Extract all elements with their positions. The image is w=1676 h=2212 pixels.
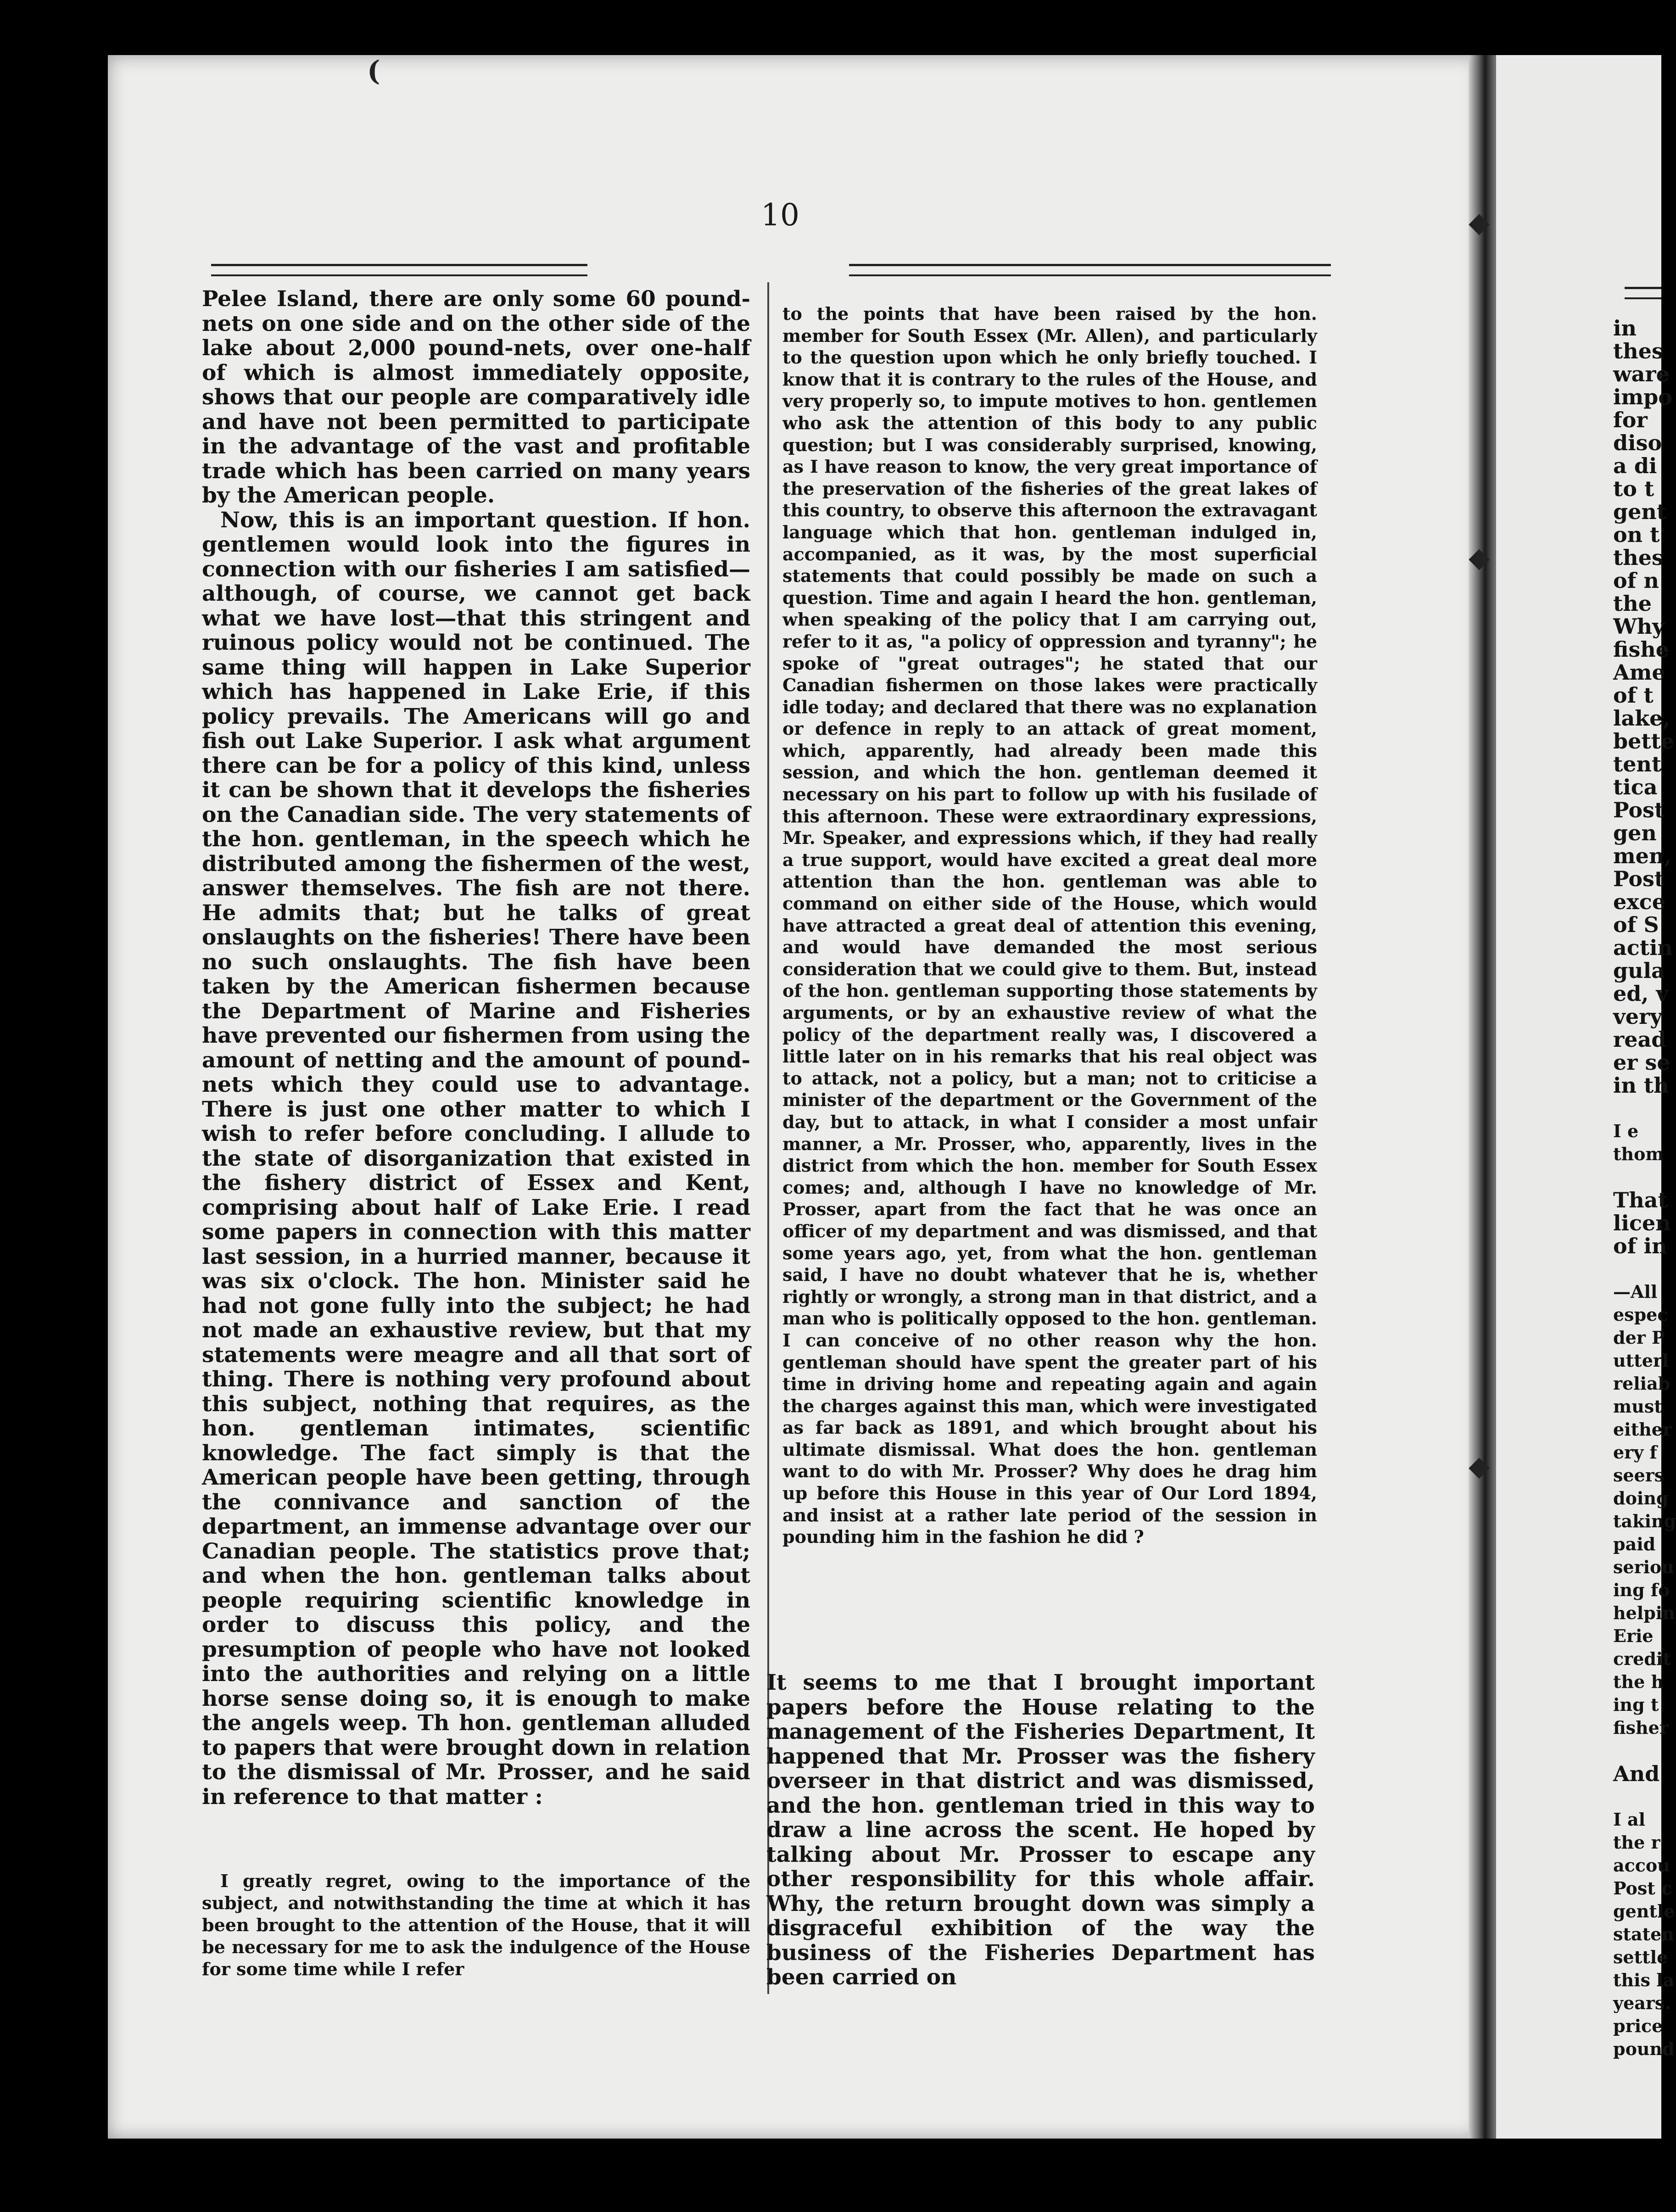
facing-page-line: espec [1613, 1304, 1668, 1325]
facing-page-line: the r [1613, 1832, 1660, 1853]
facing-page-line: Ame [1613, 660, 1665, 685]
facing-page-line: of S [1613, 912, 1659, 937]
facing-page-text [1613, 316, 1676, 2061]
facing-page-line: ing fo [1613, 1580, 1670, 1600]
binding-mark: ◆ [1469, 1450, 1490, 1482]
facing-page-rule [1625, 287, 1661, 299]
facing-page-line: fisher [1613, 1717, 1669, 1738]
facing-page-line: gentle [1613, 1901, 1675, 1922]
facing-page-line: Why [1613, 614, 1665, 639]
facing-page-line: paid [1613, 1534, 1656, 1554]
facing-page-line: credit [1613, 1648, 1671, 1669]
facing-page-line: That [1613, 1188, 1668, 1212]
facing-page-line: price [1613, 2016, 1663, 2036]
facing-page-line: of in [1613, 1234, 1667, 1258]
book-gutter [1469, 55, 1496, 2139]
facing-page-line: years. [1613, 1993, 1671, 2013]
paragraph: Pelee Island, there are only some 60 pound-nets on one side and on the other side of the lake about 2,000 pound-nets, over one-half of which is almost immediately opposite, shows that our people are comparatively idle and have not been permitted to participate in the advantage of the vast and profitable trade which has been carried on many years by the American people. [202, 286, 750, 508]
header-rule-left [211, 264, 587, 276]
facing-page-line: Post c [1613, 1878, 1672, 1899]
facing-page-line: gent [1613, 499, 1667, 524]
facing-page-line: I al [1613, 1809, 1646, 1830]
facing-page-line: in [1613, 316, 1637, 341]
facing-page-line: der P [1613, 1327, 1665, 1348]
facing-page-line: lake, [1613, 706, 1670, 731]
facing-page-line: to t [1613, 476, 1654, 501]
facing-page-line: in th [1613, 1073, 1669, 1098]
facing-page-line: I e [1613, 1121, 1639, 1141]
facing-page-line: taking [1613, 1511, 1676, 1531]
facing-page-line: diso [1613, 430, 1662, 455]
page-number: 10 [761, 197, 799, 233]
facing-page-line: seriou [1613, 1557, 1674, 1577]
binding-mark: ◆ [1469, 542, 1490, 574]
facing-page-line: Erie [1613, 1625, 1654, 1646]
header-rule-right [849, 264, 1331, 276]
facing-page-line: thom [1613, 1144, 1664, 1164]
binding-mark: ◆ [1469, 207, 1490, 239]
facing-page-line: bette [1613, 729, 1675, 754]
facing-page-line: ware [1613, 362, 1670, 386]
facing-page-line: ery f [1613, 1442, 1657, 1463]
facing-page-line: Post [1613, 798, 1665, 822]
facing-page-line: the h [1613, 1671, 1664, 1692]
facing-page-line: —All [1613, 1281, 1658, 1302]
facing-page-line: thes [1613, 545, 1664, 570]
facing-page-line: gula [1613, 958, 1665, 983]
binding-mark: ( [367, 55, 380, 87]
facing-page-line: for [1613, 408, 1648, 432]
facing-page-line: ing t [1613, 1694, 1659, 1715]
facing-page-line: read [1613, 1027, 1666, 1052]
facing-page-line: helpin [1613, 1603, 1675, 1623]
facing-page-line: licen [1613, 1211, 1671, 1235]
facing-page-line: must [1613, 1396, 1662, 1417]
facing-page-line: either [1613, 1419, 1672, 1440]
facing-page-line: the [1613, 591, 1652, 616]
facing-page-line: er se [1613, 1050, 1670, 1075]
facing-page-line: impo [1613, 385, 1672, 409]
facing-page-line: very [1613, 1004, 1662, 1029]
facing-page-line: of n [1613, 568, 1659, 593]
paragraph: Now, this is an important question. If hon. gentlemen would look into the figures in connection with our fisheries I am satisfied—although, of course, we cannot get back what we have lost—that this stringent and ruinous policy would not be continued. The same thing will happen in Lake Superior which has happened in Lake Erie, if this policy prevails. The Americans will go and fish out Lake Superior. I ask what argument there can be for a policy of this kind, unless it can be shown that it develops the fisheries on the Canadian side. The very statements of the hon. gentleman, in the speech which he distributed among the fishermen of the west, answer themselves. The fish are not there. He admits that; but he talks of great onslaughts on the fisheries! There have been no such onslaughts. The fish have been taken by the American fishermen because the Department of Marine and Fisheries have prevented our fishermen from using the amount of netting and the amount of pound-nets which they could use to advantage. There is just one other matter to which I wish to refer before concluding. I allude to the state of disorganization that existed in the fishery district of Essex and Kent, comprising about half of Lake Erie. I read some papers in connection with this matter last session, in a hurried manner, because it was six o'clock. The hon. Minister said he had not gone fully into the subject; he had not made an exhaustive review, but that my statements were meagre and all that sort of thing. There is nothing very profound about this subject, nothing that requires, as the hon. gentleman intimates, scientific knowledge. The fact simply is that the American people have been getting, through the connivance and sanction of the department, an immense advantage over our Canadian people. The statistics prove that; and when the hon. gentleman talks about people requiring scientific knowledge in order to discuss this policy, and the presumption of people who have not looked into the authorities and relying on a little horse sense doing so, it is enough to make the angels weep. Th hon. gentleman alluded to papers that were brought down in relation to the dismissal of Mr. Prosser, and he said in reference to that matter : [202, 507, 750, 1810]
left-column [202, 287, 750, 1809]
facing-page-line: reliab [1613, 1373, 1670, 1394]
facing-page-line: settle [1613, 1947, 1668, 1967]
paragraph: It seems to me that I brought important papers before the House relating to the management of the Fisheries Department, It happened that Mr. Prosser was the fishery overseer in that district and was dismissed, and the hon. gentleman tried in this way to draw a line across the scent. He hoped by talking about Mr. Prosser to escape any other responsibility for this whole affair. Why, the return brought down was simply a disgraceful exhibition of the way the business of the Fisheries Department has been carried on [766, 1670, 1315, 1990]
facing-page-line: tica [1613, 775, 1658, 799]
facing-page-line: staten [1613, 1924, 1674, 1944]
facing-page-line: men, [1613, 843, 1672, 868]
facing-page-line: Post [1613, 866, 1665, 891]
facing-page-line: seers [1613, 1465, 1665, 1486]
facing-page-line: on t [1613, 522, 1660, 547]
block-quote: I greatly regret, owing to the importance of the subject, and notwithstanding the time at which it has been brought to the attention of the House, that it will be necessary for me to ask the indulgence of the House for some time while I refer [202, 1871, 750, 1979]
facing-page-line: this la [1613, 1970, 1675, 1990]
block-quote-continued: to the points that have been raised by the hon. member for South Essex (Mr. Allen), and particularly to the question upon which he only briefly touched. I know that it is contrary to the rules of the House, and very properly so, to impute motives to hon. gentlemen who ask the attention of this body to any public question; but I was considerably surprised, knowing, as I have reason to know, the very great importance of the preservation of the fisheries of the great lakes of this country, to observe this afternoon the extravagant language which that hon. gentleman indulged in, accompanied, as it was, by the most superficial statements that could possibly be made on such a question. Time and again I heard the hon. gentleman, when speaking of the policy that I am carrying out, refer to it as, "a policy of oppression and tyranny"; he spoke of "great outrages"; he stated that our Canadian fishermen on those lakes were practically idle today; and declared that there was no explanation or defence in reply to an attack of great moment, which, apparently, had already been made this session, and which the hon. gentleman deemed it necessary on his part to follow up with his fusilade of this afternoon. These were extraordinary expressions, Mr. Speaker, and expressions which, if they had really a true support, would have excited a great deal more attention than the hon. gentleman was able to command on either side of the House, which would have attracted a great deal of attention this evening, and would have demanded the most serious consideration that we could give to them. But, instead of the hon. gentleman supporting those statements by arguments, or by an exhaustive review of what the policy of the department really was, I discovered a little later on in his remarks that his real object was to attack, not a policy, but a man; not to criticise a minister of the department or the Government of the day, but to attack, in what I consider a most unfair manner, a Mr. Prosser, who, apparently, lives in the district from which the hon. member for South Essex comes; and, although I have no knowledge of Mr. Prosser, apart from the fact that he was once an officer of my department and was dismissed, and that some years ago, yet, from what the hon. gentleman said, I have no doubt whatever that he is, whether rightly or wrongly, a strong man in that district, and a man who is politically opposed to the hon. gentleman. I can conceive of no other reason why the hon. gentleman should have spent the greater part of his time in driving home and repeating again and again the charges against this man, which were investigated as far back as 1891, and which brought about his ultimate dismissal. What does the hon. gentleman want to do with Mr. Prosser? Why does he drag him up before this House in this year of Our Lord 1894, and insist at a rather late period of the session in pounding him in the fashion he did ? [782, 303, 1317, 1547]
facing-page-line: utterl [1613, 1350, 1669, 1371]
facing-page-line: ed, v [1613, 981, 1669, 1006]
facing-page-line: pound [1613, 2039, 1675, 2059]
facing-page-line: of t [1613, 683, 1654, 708]
facing-page-line: a di [1613, 453, 1657, 478]
facing-page-line: thes [1613, 339, 1664, 363]
facing-page-heading: And [1613, 1761, 1660, 1786]
facing-page-line: accou [1613, 1855, 1670, 1876]
facing-page-line: exce [1613, 889, 1665, 914]
facing-page-line: fishe [1613, 637, 1670, 662]
facing-page-line: actin [1613, 935, 1673, 960]
facing-page-line: tent [1613, 752, 1662, 776]
facing-page-line: doing [1613, 1488, 1669, 1508]
facing-page-line: gen [1613, 821, 1657, 845]
